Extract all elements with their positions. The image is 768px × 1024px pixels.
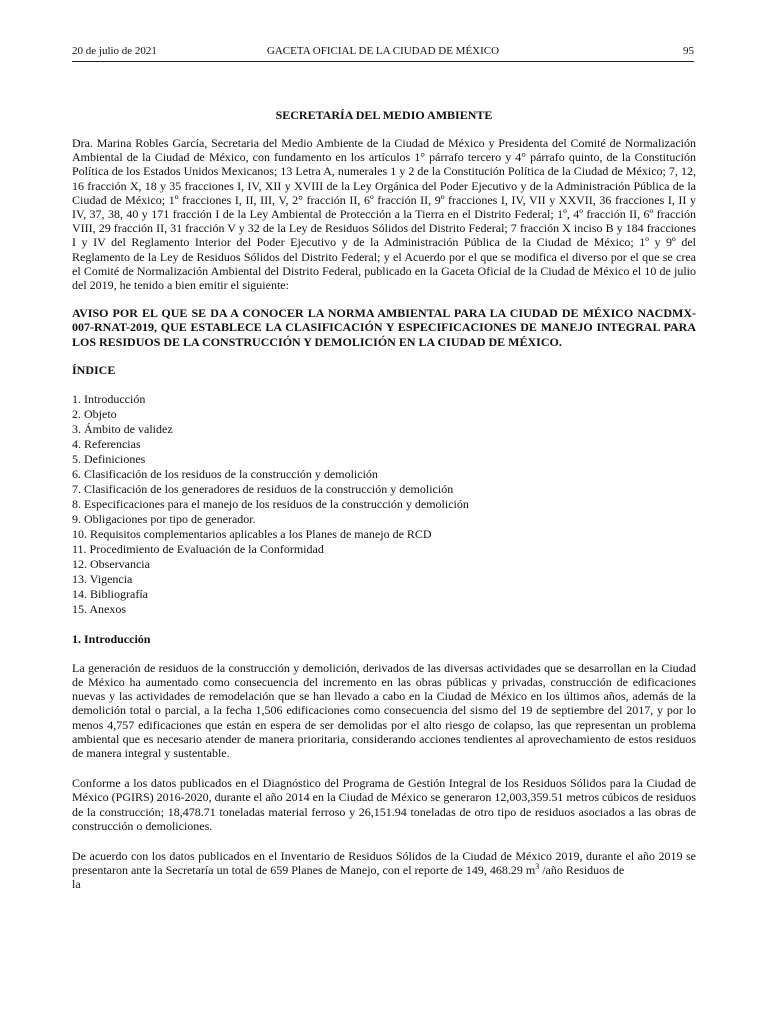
header-date: 20 de julio de 2021 (72, 45, 157, 57)
index-item: 2. Objeto (72, 406, 117, 421)
intro-heading: 1. Introducción (72, 631, 151, 646)
preamble-paragraph: Dra. Marina Robles García, Secretaria del Medio Ambiente de la Ciudad de México y Presidenta del Comité de Normalización Ambiental de la Ciudad de México, con fundamento en los artículos 1° párrafo tercero y 4° párrafo quinto, de la Constitución Política de los Estados Unidos Mexicanos; 13 Letra A, numerales 1 y 2 de la Constitución Política de la Ciudad de México; 7, 12, 16 fracción X, 18 y 35 fracciones I, IV, XII y XVIII de la Ley Orgánica del Poder Ejecutivo y de la Administración Pública de la Ciudad de México; 1º fracciones I, II, III, V, 2° fracción II, 6º fracción II, 9º fracciones I, IV, VII y XXVII, 36 fracciones I, II y IV, 37, 38, 40 y 171 fracción I de la Ley Ambiental de Protección a la Tierra en el Distrito Federal; 1º, 4º fracción II, 6º fracción VIII, 29 fracción II, 31 fracción V y 32 de la Ley de Residuos Sólidos del Distrito Federal; 7 fracción X inciso B y 184 fracciones I y IV del Reglamento Interior del Poder Ejecutivo y de la Administración Pública de la Ciudad de México; 1º y 9º del Reglamento de la Ley de Residuos Sólidos del Distrito Federal; y el Acuerdo por el que se modifica el diverso por el que se crea el Comité de Normalización Ambiental del Distrito Federal, publicado en la Gaceta Oficial de la Ciudad de México el 10 de julio del 2019, he tenido a bien emitir el siguiente: (72, 136, 696, 293)
intro-paragraph: Conforme a los datos publicados en el Diagnóstico del Programa de Gestión Integral de los Residuos Sólidos para la Ciudad de México (PGIRS) 2016-2020, durante el año 2014 en la Ciudad de México se generaron 12,003,359.51 metros cúbicos de residuos de la construcción; 18,478.71 toneladas material ferroso y 26,151.94 toneladas de otro tipo de residuos asociados a las obras de construcción o demoliciones. (72, 776, 696, 833)
index-heading: ÍNDICE (72, 362, 116, 377)
page-header (72, 44, 694, 62)
header-page-number: 95 (683, 45, 694, 57)
index-item: 6. Clasificación de los residuos de la construcción y demolición (72, 466, 378, 481)
index-item: 4. Referencias (72, 436, 141, 451)
index-item: 5. Definiciones (72, 451, 146, 466)
inventory-text: De acuerdo con los datos publicados en el Inventario de Residuos Sólidos de la Ciudad de México 2019, durante el año 2019 se presentaron ante la Secretaría un total de 659 Planes de Manejo, con el reporte de 149, 468.29 m (72, 849, 696, 878)
index-item: 3. Ámbito de validez (72, 421, 173, 436)
inventory-text-end: /año Residuos de (539, 863, 625, 878)
index-list (72, 392, 696, 617)
index-item: 9. Obligaciones por tipo de generador. (72, 511, 256, 526)
inventory-paragraph (72, 849, 696, 892)
header-publication: GACETA OFICIAL DE LA CIUDAD DE MÉXICO (266, 45, 500, 57)
page-body (72, 108, 696, 892)
index-item: 11. Procedimiento de Evaluación de la Conformidad (72, 541, 324, 556)
index-item: 1. Introducción (72, 391, 146, 406)
index-item: 10. Requisitos complementarios aplicables a los Planes de manejo de RCD (72, 526, 432, 541)
index-item: 13. Vigencia (72, 571, 133, 586)
section-title: SECRETARÍA DEL MEDIO AMBIENTE (275, 108, 493, 122)
index-item: 15. Anexos (72, 601, 126, 616)
index-item: 8. Especificaciones para el manejo de los residuos de la construcción y demolición (72, 496, 469, 511)
index-item: 7. Clasificación de los generadores de residuos de la construcción y demolición (72, 481, 454, 496)
aviso-title: AVISO POR EL QUE SE DA A CONOCER LA NORMA AMBIENTAL PARA LA CIUDAD DE MÉXICO NACDMX-007-RNAT-2019, QUE ESTABLECE LA CLASIFICACIÓN Y ESPECIFICACIONES DE MANEJO INTEGRAL PARA LOS RESIDUOS DE LA CONSTRUCCIÓN Y DEMOLICIÓN EN LA CIUDAD DE MÉXICO. (72, 306, 696, 349)
inventory-continuation: la (72, 877, 81, 892)
intro-paragraph: La generación de residuos de la construcción y demolición, derivados de las diversas actividades que se desarrollan en la Ciudad de México ha aumentado como consecuencia del incremento en las obras públicas y privadas, construcción de edificaciones nuevas y las actividades de remodelación que se han llevado a cabo en la Ciudad de México en los últimos años, además de la demolición total o parcial, a la fecha 1,506 edificaciones como consecuencia del sismo del 19 de septiembre del 2017, y por lo menos 4,757 edificaciones que están en espera de ser demolidas por el alto riesgo de colapso, las que representan un problema ambiental que es necesario atender de manera prioritaria, considerando acciones tendientes al aprovechamiento de estos residuos de manera integral y sustentable. (72, 660, 696, 761)
index-item: 14. Bibliografía (72, 586, 148, 601)
index-item: 12. Observancia (72, 556, 150, 571)
cubic-superscript: 3 (535, 862, 540, 872)
